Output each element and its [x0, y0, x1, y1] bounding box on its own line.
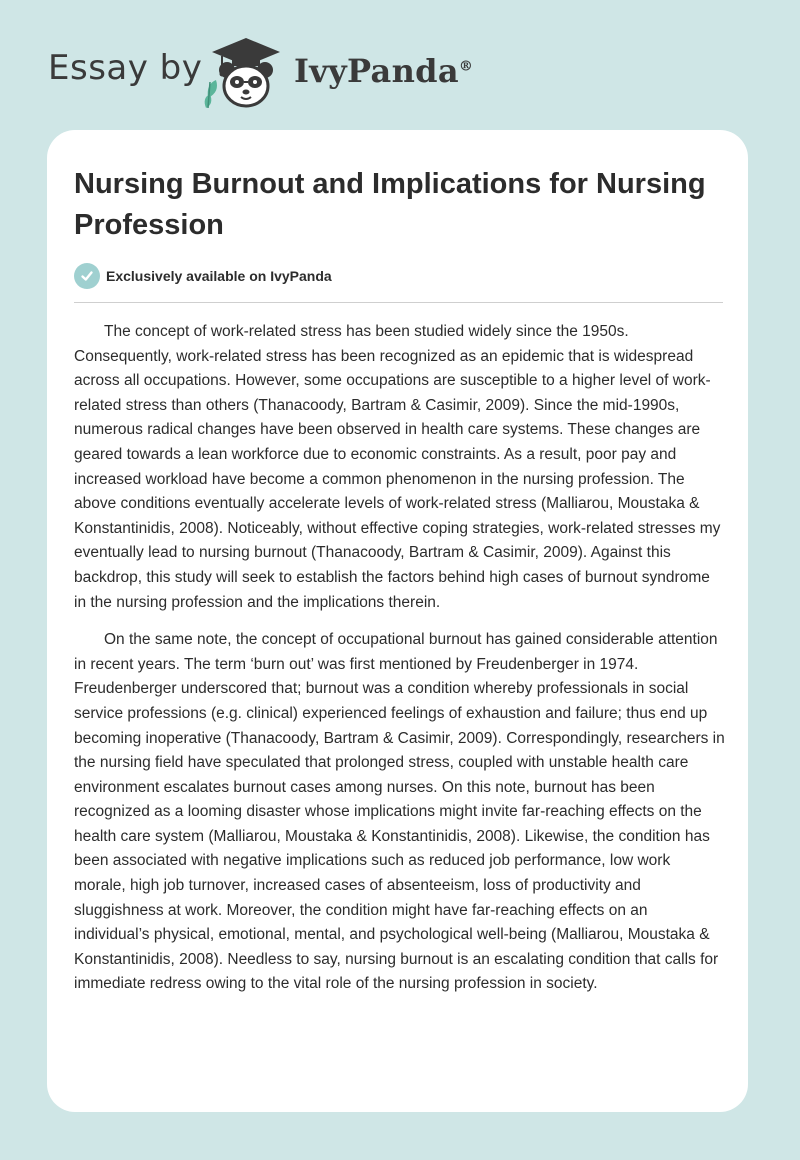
essay-paragraph: The concept of work-related stress has been studied widely since the 1950s. Consequently, work-related stress has been recognized as an epidemic that is widespread across all occupations. However, some occupations are susceptible to a higher level of work-related stress than others (Thanacoody, Bartram & Casimir, 2009). Since the mid-1990s, numerous radical changes have been observed in health care systems. These changes are geared towards a lean workforce due to economic constraints. As a result, poor pay and increased workload have become a common phenomenon in the nursing profession. The above conditions eventually accelerate levels of work-related stress (Malliarou, Moustaka & Konstantinidis, 2008). Noticeably, without effective coping strategies, work-related stresses my eventually lead to nursing burnout (Thanacoody, Bartram & Casimir, 2009). Against this backdrop, this study will seek to establish the factors behind high cases of burnout syndrome in the nursing profession and the implications therein. — [74, 323, 721, 611]
exclusive-badge — [74, 263, 332, 289]
panda-graduate-logo-icon[interactable] — [200, 36, 292, 110]
check-circle-icon — [74, 263, 100, 289]
site-header — [0, 0, 800, 130]
divider — [74, 302, 723, 303]
exclusive-badge-text: Exclusively available on IvyPanda — [106, 268, 332, 284]
brand-name-text: IvyPanda — [294, 52, 459, 90]
brand-name — [294, 52, 473, 90]
essay-paragraph: On the same note, the concept of occupational burnout has gained considerable attention in recent years. The term ‘burn out’ was first mentioned by Freudenberger in 1974. Freudenberger underscored that; burnout was a condition whereby professionals in social service professions (e.g. clinical) experienced feelings of exhaustion and failure; thus end up becoming inoperative (Thanacoody, Bartram & Casimir, 2009). Correspondingly, researchers in the nursing field have speculated that prolonged stress, coupled with unstable health care environment escalates burnout cases among nurses. On this note, burnout has been recognized as a looming disaster whose implications might invite far-reaching effects on the health care system (Malliarou, Moustaka & Konstantinidis, 2008). Likewise, the condition has been associated with negative implications such as reduced job performance, low work morale, high job turnover, increased cases of absenteeism, loss of productivity and sluggishness at work. Moreover, the condition might have far-reaching effects on an individual’s physical, emotional, mental, and psychological well-being (Malliarou, Moustaka & Konstantinidis, 2008). Needless to say, nursing burnout is an escalating condition that calls for immediate redress owing to the vital role of the nursing profession in society. — [74, 631, 725, 993]
brand-prefix: Essay by — [48, 48, 203, 88]
essay-title: Nursing Burnout and Implications for Nursing Profession — [74, 168, 706, 241]
essay-card — [47, 130, 748, 1112]
essay-body — [74, 320, 725, 1010]
registered-mark: ® — [458, 58, 474, 75]
